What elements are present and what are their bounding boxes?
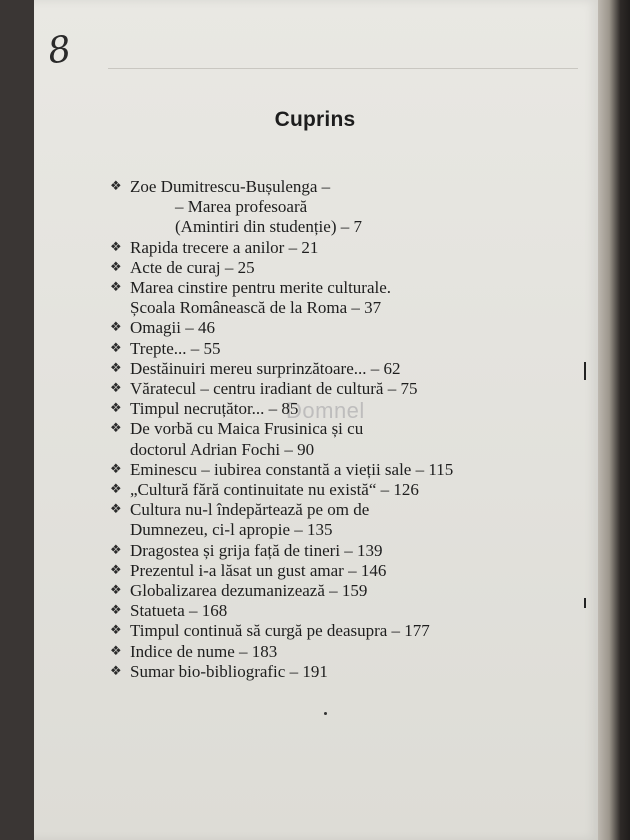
top-rule [108,68,578,69]
bullet-icon: ❖ [110,583,122,599]
toc-entry[interactable] [108,258,578,278]
toc-entry-line: Omagii – 46 [130,318,215,338]
toc-entry[interactable] [108,561,578,581]
handwritten-page-number: 8 [45,28,74,73]
toc-entry[interactable] [108,379,578,399]
toc-entry-line: Trepte... – 55 [130,338,221,358]
bullet-icon: ❖ [110,663,122,679]
bullet-icon: ❖ [110,179,122,194]
bullet-icon: ❖ [110,259,122,275]
toc-entry-line: doctorul Adrian Fochi – 90 [130,439,315,459]
bullet-icon: ❖ [110,643,122,659]
page-title: Cuprins [274,108,356,131]
toc-entry[interactable] [108,601,578,621]
toc-entry[interactable] [108,500,578,540]
toc-entry[interactable] [108,419,578,459]
bullet-icon: ❖ [110,421,122,437]
bullet-icon: ❖ [110,340,122,356]
toc-entry-line: Dumnezeu, ci-l apropie – 135 [130,520,333,540]
bullet-icon: ❖ [110,603,122,619]
toc-entry-line: „Cultură fără continuitate nu există“ – 126 [130,480,419,500]
toc-entry-line: Globalizarea dezumanizează – 159 [130,581,368,601]
bullet-icon: ❖ [110,239,122,255]
toc-entry[interactable] [108,460,578,480]
bullet-icon: ❖ [110,502,122,518]
bullet-icon: ❖ [110,482,122,498]
toc-entry-line: Școala Românească de la Roma – 37 [130,298,382,318]
bullet-icon: ❖ [110,280,122,296]
ink-dot [324,712,327,715]
toc-entry-line: Eminescu – iubirea constantă a vieții sale – 115 [130,459,454,479]
toc-entry-line: Rapida trecere a anilor – 21 [130,237,319,257]
toc-entry-line: Indice de nume – 183 [130,641,278,661]
toc-entry-line: Cultura nu-l îndepărtează pe om de [130,500,370,520]
toc-entry-line: Timpul necruțător... – 85 [130,399,299,419]
toc-entry-line: Dragostea și grija față de tineri – 139 [130,540,383,560]
table-of-contents [108,177,578,682]
toc-entry-line: Statueta – 168 [130,601,228,621]
bullet-icon: ❖ [110,401,122,417]
toc-entry-line: Marea cinstire pentru merite culturale. [130,278,392,298]
toc-entry-line: De vorbă cu Maica Frusinica și cu [130,419,364,439]
bullet-icon: ❖ [110,461,122,477]
toc-entry[interactable] [108,339,578,359]
toc-entry[interactable] [108,621,578,641]
toc-entry-line: Prezentul i-a lăsat un gust amar – 146 [130,560,387,580]
toc-entry-line: (Amintiri din studenție) – 7 [175,217,362,237]
toc-entry[interactable] [108,359,578,379]
toc-entry[interactable] [108,318,578,338]
bullet-icon: ❖ [110,360,122,376]
toc-entry[interactable] [108,278,578,318]
toc-entry-line: Văratecul – centru iradiant de cultură – 75 [130,379,418,399]
toc-entry[interactable] [108,642,578,662]
toc-entry[interactable] [108,238,578,258]
watermark: Domnel [286,398,365,423]
toc-entry[interactable] [108,480,578,500]
toc-entry-line: – Marea profesoară [175,197,308,217]
toc-entry[interactable] [108,399,578,419]
bullet-icon: ❖ [110,381,122,397]
toc-entry-line: Acte de curaj – 25 [130,257,255,277]
toc-entry[interactable] [108,541,578,561]
toc-entry[interactable] [108,177,578,238]
bullet-icon: ❖ [110,562,122,578]
toc-entry[interactable] [108,662,578,682]
toc-entry[interactable] [108,581,578,601]
toc-entry-line: Zoe Dumitrescu-Bușulenga – [130,177,331,196]
toc-entry-line: Sumar bio-bibliografic – 191 [130,661,328,681]
margin-mark [584,362,586,380]
bullet-icon: ❖ [110,623,122,639]
toc-entry-line: Timpul continuă să curgă pe deasupra – 177 [130,621,430,641]
bullet-icon: ❖ [110,542,122,558]
margin-mark [584,598,586,608]
bullet-icon: ❖ [110,320,122,336]
toc-entry-line: Destăinuiri mereu surprinzătoare... – 62 [130,358,401,378]
